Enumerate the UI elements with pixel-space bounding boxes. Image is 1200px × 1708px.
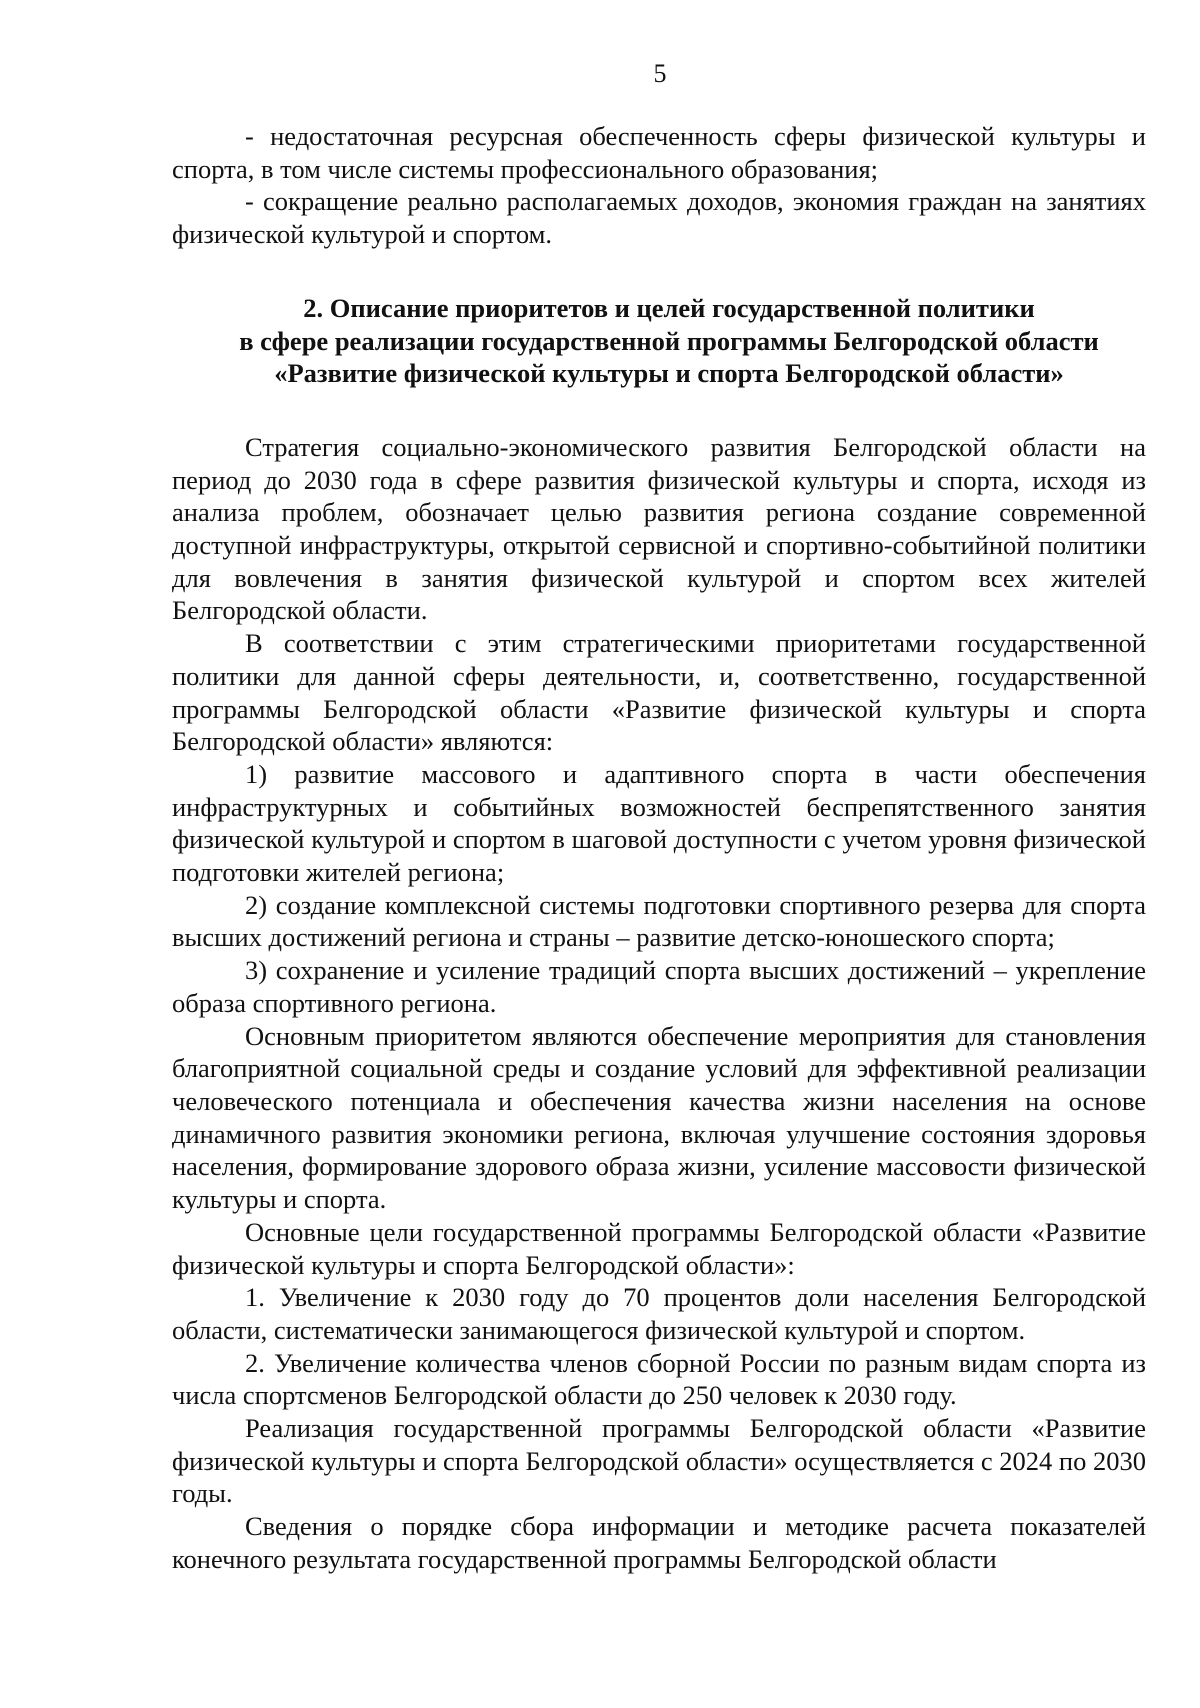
section-heading-line: 2. Описание приоритетов и целей государственной политики [303,292,1035,323]
body-paragraph: Реализация государственной программы Белгородской области «Развитие физической культуры и спорта Белгородской области» осуществляется с 2024 по 2030 годы. [172,1413,1146,1509]
goal-item: 2. Увеличение количества членов сборной России по разным видам спорта из числа спортсменов Белгородской области до 250 человек к 2030 году. [172,1347,1146,1411]
page-number: 5 [653,59,667,88]
priority-item: 3) сохранение и усиление традиций спорта высших достижений – укрепление образа спортивного региона. [172,955,1146,1018]
section-heading [172,292,1146,390]
body-paragraph: Стратегия социально-экономического развития Белгородской области на период до 2030 года в сфере развития физической культуры и спорта, исходя из анализа проблем, обозначает целью развития региона создание современной доступной инфраструктуры, открытой сервисной и спортивно-событийной политики для вовлечения в занятия физической культурой и спортом всех жителей Белгородской области. [172,431,1146,626]
body-paragraph: В соответствии с этим стратегическими приоритетами государственной политики для данной сферы деятельности, и, соответственно, государственной программы Белгородской области «Развитие физической культуры и спорта Белгородской области» являются: [172,628,1146,757]
body-paragraph: Сведения о порядке сбора информации и методике расчета показателей конечного результата государственной программы Белгородской области [172,1511,1146,1574]
document-body [172,120,1146,1576]
intro-paragraph: - недостаточная ресурсная обеспеченность сферы физической культуры и спорта, в том числе системы профессионального образования; [172,121,1146,184]
goal-item: 1. Увеличение к 2030 году до 70 процентов доли населения Белгородской области, систематически занимающегося физической культурой и спортом. [172,1282,1146,1345]
priority-item: 1) развитие массового и адаптивного спорта в части обеспечения инфраструктурных и событийных возможностей беспрепятственного занятия физической культурой и спортом в шаговой доступности с учетом уровня физической подготовки жителей региона; [172,758,1146,888]
priority-item: 2) создание комплексной системы подготовки спортивного резерва для спорта высших достижений региона и страны – развитие детско-юношеского спорта; [172,889,1146,953]
body-paragraph: Основные цели государственной программы Белгородской области «Развитие физической культуры и спорта Белгородской области»: [172,1216,1146,1280]
intro-paragraph: - сокращение реально располагаемых доходов, экономия граждан на занятиях физической культурой и спортом. [172,186,1146,250]
body-paragraph: Основным приоритетом являются обеспечение мероприятия для становления благоприятной социальной среды и создание условий для эффективной реализации человеческого потенциала и обеспечения качества жизни населения на основе динамичного развития экономики региона, включая улучшение состояния здоровья населения, формирование здорового образа жизни, усиление массовости физической культуры и спорта. [172,1020,1146,1215]
section-heading-line: в сфере реализации государственной программы Белгородской области [239,325,1099,356]
section-heading-line: «Развитие физической культуры и спорта Белгородской области» [274,358,1064,389]
